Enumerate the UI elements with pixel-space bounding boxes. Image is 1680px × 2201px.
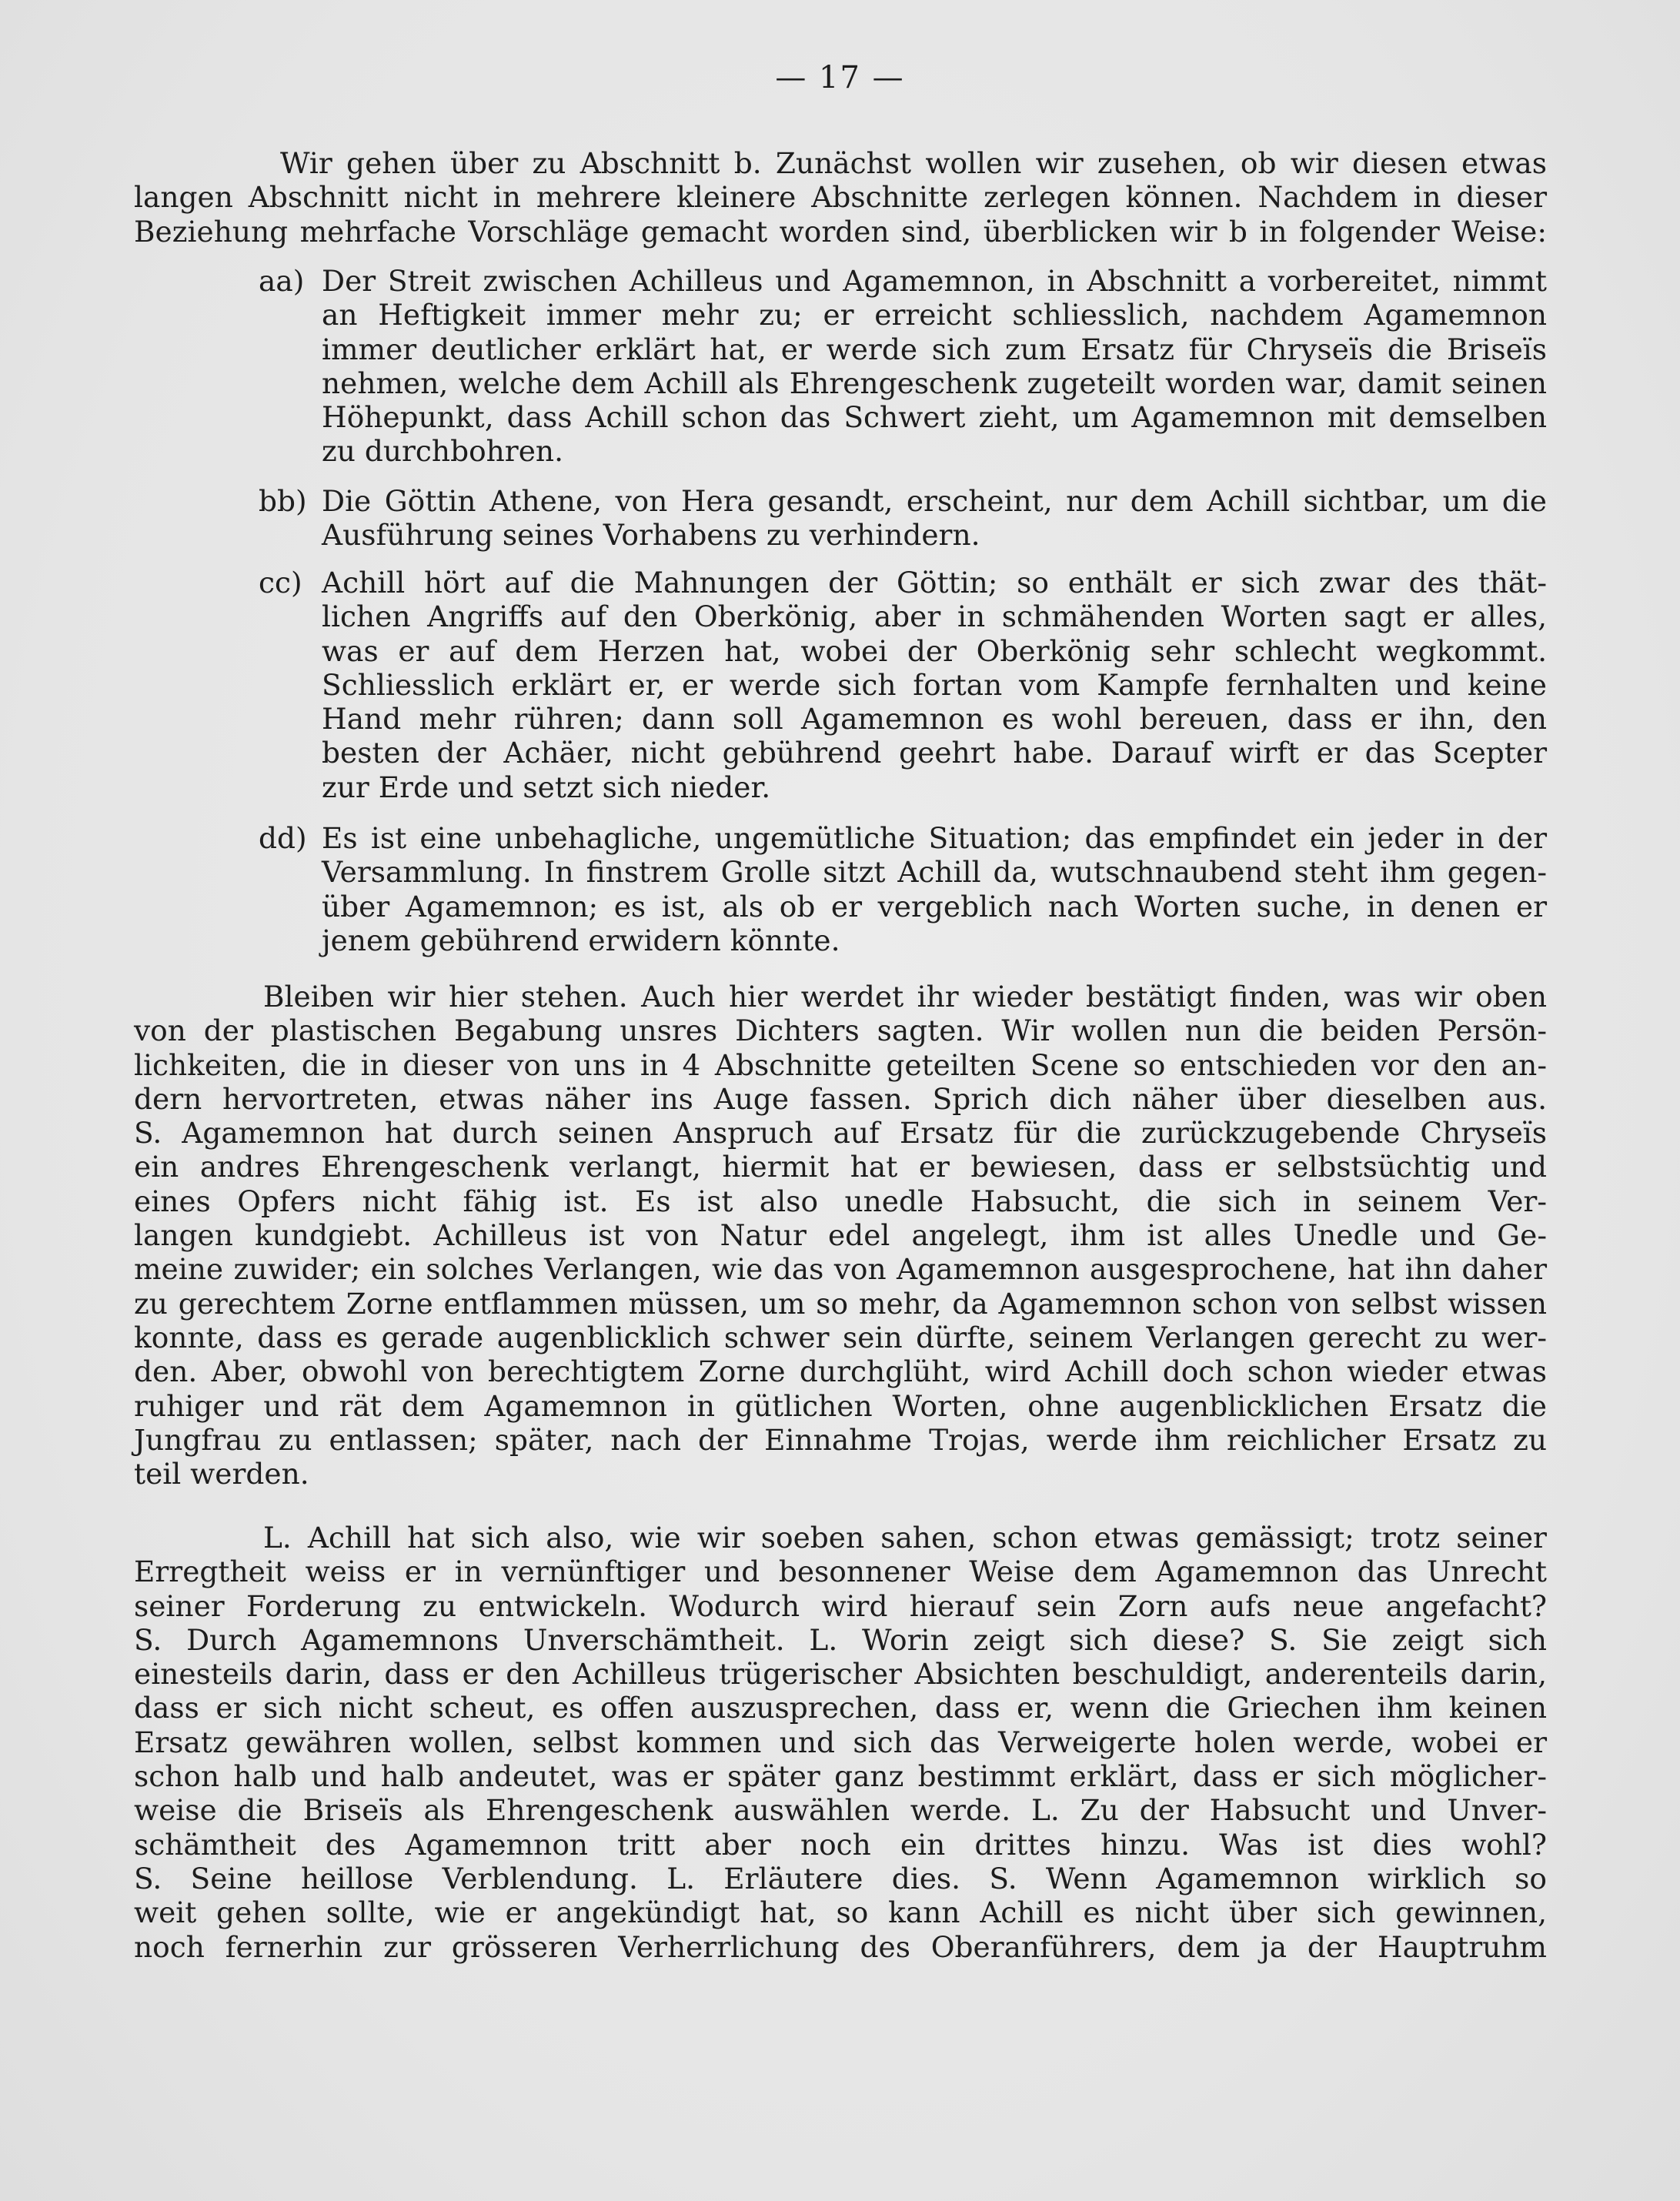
- text-line: zu gerechtem Zorne entflammen müssen, um so mehr, da Agamemnon schon von selbst wissen: [134, 1286, 1547, 1321]
- text-line: nehmen, welche dem Achill als Ehrengeschenk zugeteilt worden war, damit seinen: [322, 366, 1547, 400]
- item-body: [322, 821, 1547, 957]
- item-body: [322, 566, 1547, 804]
- item-label: aa): [259, 264, 305, 298]
- text-line: weise die Briseïs als Ehrengeschenk auswählen werde. L. Zu der Habsucht und Unver-: [134, 1793, 1547, 1828]
- text-line: jenem gebührend erwidern könnte.: [322, 923, 840, 957]
- text-line: eines Opfers nicht fähig ist. Es ist also unedle Habsucht, die sich in seinem Ver-: [134, 1184, 1547, 1218]
- item-label: bb): [259, 484, 307, 518]
- text-line: langen kundgiebt. Achilleus ist von Natur edel angelegt, ihm ist alles Unedle und Ge-: [134, 1218, 1547, 1253]
- text-line: S. Seine heillose Verblendung. L. Erläutere dies. S. Wenn Agamemnon wirklich so: [134, 1861, 1547, 1895]
- text-line: S. Durch Agamemnons Unverschämtheit. L. Worin zeigt sich diese? S. Sie zeigt sich: [134, 1622, 1547, 1657]
- paragraph-characters: [134, 980, 1547, 1491]
- text-line: Bleiben wir hier stehen. Auch hier werdet ihr wieder bestätigt finden, was wir oben: [263, 980, 1547, 1014]
- text-line: langen Abschnitt nicht in mehrere kleinere Abschnitte zerlegen können. Nachdem in dieser: [134, 180, 1547, 215]
- text-line: Die Göttin Athene, von Hera gesandt, erscheint, nur dem Achill sichtbar, um die: [322, 484, 1547, 518]
- page-number: — 17 —: [775, 60, 905, 95]
- text-line: schon halb und halb andeutet, was er später ganz bestimmt erklärt, dass er sich möglicher-: [134, 1759, 1547, 1794]
- text-line: Es ist eine unbehagliche, ungemütliche Situation; das empfindet ein jeder in der: [322, 821, 1547, 855]
- text-line: meine zuwider; ein solches Verlangen, wie das von Agamemnon ausgesprochene, hat ihn daher: [134, 1252, 1547, 1287]
- text-line: Versammlung. In finstrem Grolle sitzt Achill da, wutschnaubend steht ihm gegen-: [322, 855, 1547, 890]
- text-line: von der plastischen Begabung unsres Dichters sagten. Wir wollen nun die beiden Persön-: [134, 1014, 1547, 1048]
- text-line: schämtheit des Agamemnon tritt aber noch ein drittes hinzu. Was ist dies wohl?: [134, 1827, 1547, 1862]
- text-line: an Heftigkeit immer mehr zu; er erreicht schliesslich, nachdem Agamemnon: [322, 298, 1547, 332]
- text-line: einesteils darin, dass er den Achilleus trügerischer Absichten beschuldigt, anderenteils darin,: [134, 1657, 1547, 1692]
- text-line: Jungfrau zu entlassen; später, nach der Einnahme Trojas, werde ihm reichlicher Ersatz zu: [134, 1422, 1547, 1457]
- text-line: lichen Angriffs auf den Oberkönig, aber in schmähenden Worten sagt er alles,: [322, 600, 1547, 634]
- item-body: [322, 484, 1547, 553]
- text-line: dern hervortreten, etwas näher ins Auge fassen. Sprich dich näher über dieselben aus.: [134, 1081, 1547, 1116]
- text-line: Schliesslich erklärt er, er werde sich fortan vom Kampfe fernhalten und keine: [322, 667, 1547, 702]
- text-line: Ausführung seines Vorhabens zu verhindern.: [322, 518, 980, 553]
- text-line: besten der Achäer, nicht gebührend geehrt habe. Darauf wirft er das Scepter: [322, 736, 1547, 770]
- text-line: zur Erde und setzt sich nieder.: [322, 770, 771, 804]
- text-line: teil werden.: [134, 1457, 309, 1491]
- text-line: Erregtheit weiss er in vernünftiger und besonnener Weise dem Agamemnon das Unrecht: [134, 1555, 1547, 1589]
- text-line: über Agamemnon; es ist, als ob er vergeblich nach Worten suche, in denen er: [322, 889, 1547, 923]
- item-label: dd): [259, 821, 307, 855]
- text-line: was er auf dem Herzen hat, wobei der Oberkönig sehr schlecht wegkommt.: [322, 633, 1547, 668]
- text-line: Wir gehen über zu Abschnitt b. Zunächst wollen wir zusehen, ob wir diesen etwas: [280, 146, 1547, 180]
- text-line: den. Aber, obwohl von berechtigtem Zorne durchglüht, wird Achill doch schon wieder etwas: [134, 1354, 1547, 1389]
- text-line: Beziehung mehrfache Vorschläge gemacht worden sind, überblicken wir b in folgender Weise:: [134, 214, 1547, 249]
- text-line: Der Streit zwischen Achilleus und Agamemnon, in Abschnitt a vorbereitet, nimmt: [322, 264, 1547, 298]
- text-line: zu durchbohren.: [322, 434, 563, 469]
- intro-paragraph: [134, 146, 1547, 249]
- item-body: [322, 264, 1547, 469]
- paragraph-dialogue: [134, 1521, 1547, 1964]
- text-line: noch fernerhin zur grösseren Verherrlichung des Oberanführers, dem ja der Hauptruhm: [134, 1929, 1547, 1964]
- text-line: L. Achill hat sich also, wie wir soeben sahen, schon etwas gemässigt; trotz seiner: [263, 1521, 1547, 1555]
- text-line: ein andres Ehrengeschenk verlangt, hiermit hat er bewiesen, dass er selbstsüchtig und: [134, 1150, 1547, 1184]
- text-line: Ersatz gewähren wollen, selbst kommen und sich das Verweigerte holen werde, wobei er: [134, 1725, 1547, 1759]
- text-line: seiner Forderung zu entwickeln. Wodurch wird hierauf sein Zorn aufs neue angefacht?: [134, 1588, 1547, 1623]
- text-line: lichkeiten, die in dieser von uns in 4 Abschnitte geteilten Scene so entschieden vor den an-: [134, 1047, 1547, 1082]
- text-line: weit gehen sollte, wie er angekündigt hat, so kann Achill es nicht über sich gewinnen,: [134, 1895, 1547, 1930]
- text-line: S. Agamemnon hat durch seinen Anspruch auf Ersatz für die zurückzugebende Chryseïs: [134, 1116, 1547, 1151]
- text-line: ruhiger und rät dem Agamemnon in gütlichen Worten, ohne augenblicklichen Ersatz die: [134, 1388, 1547, 1423]
- item-label: cc): [259, 566, 302, 600]
- text-line: Höhepunkt, dass Achill schon das Schwert zieht, um Agamemnon mit demselben: [322, 400, 1547, 435]
- text-line: dass er sich nicht scheut, es offen auszusprechen, dass er, wenn die Griechen ihm keinen: [134, 1691, 1547, 1725]
- text-line: Hand mehr rühren; dann soll Agamemnon es wohl bereuen, dass er ihn, den: [322, 702, 1547, 736]
- text-line: immer deutlicher erklärt hat, er werde sich zum Ersatz für Chryseïs die Briseïs: [322, 332, 1547, 366]
- text-line: Achill hört auf die Mahnungen der Göttin; so enthält er sich zwar des thät-: [322, 566, 1547, 600]
- text-line: konnte, dass es gerade augenblicklich schwer sein dürfte, seinem Verlangen gerecht zu wer-: [134, 1320, 1547, 1354]
